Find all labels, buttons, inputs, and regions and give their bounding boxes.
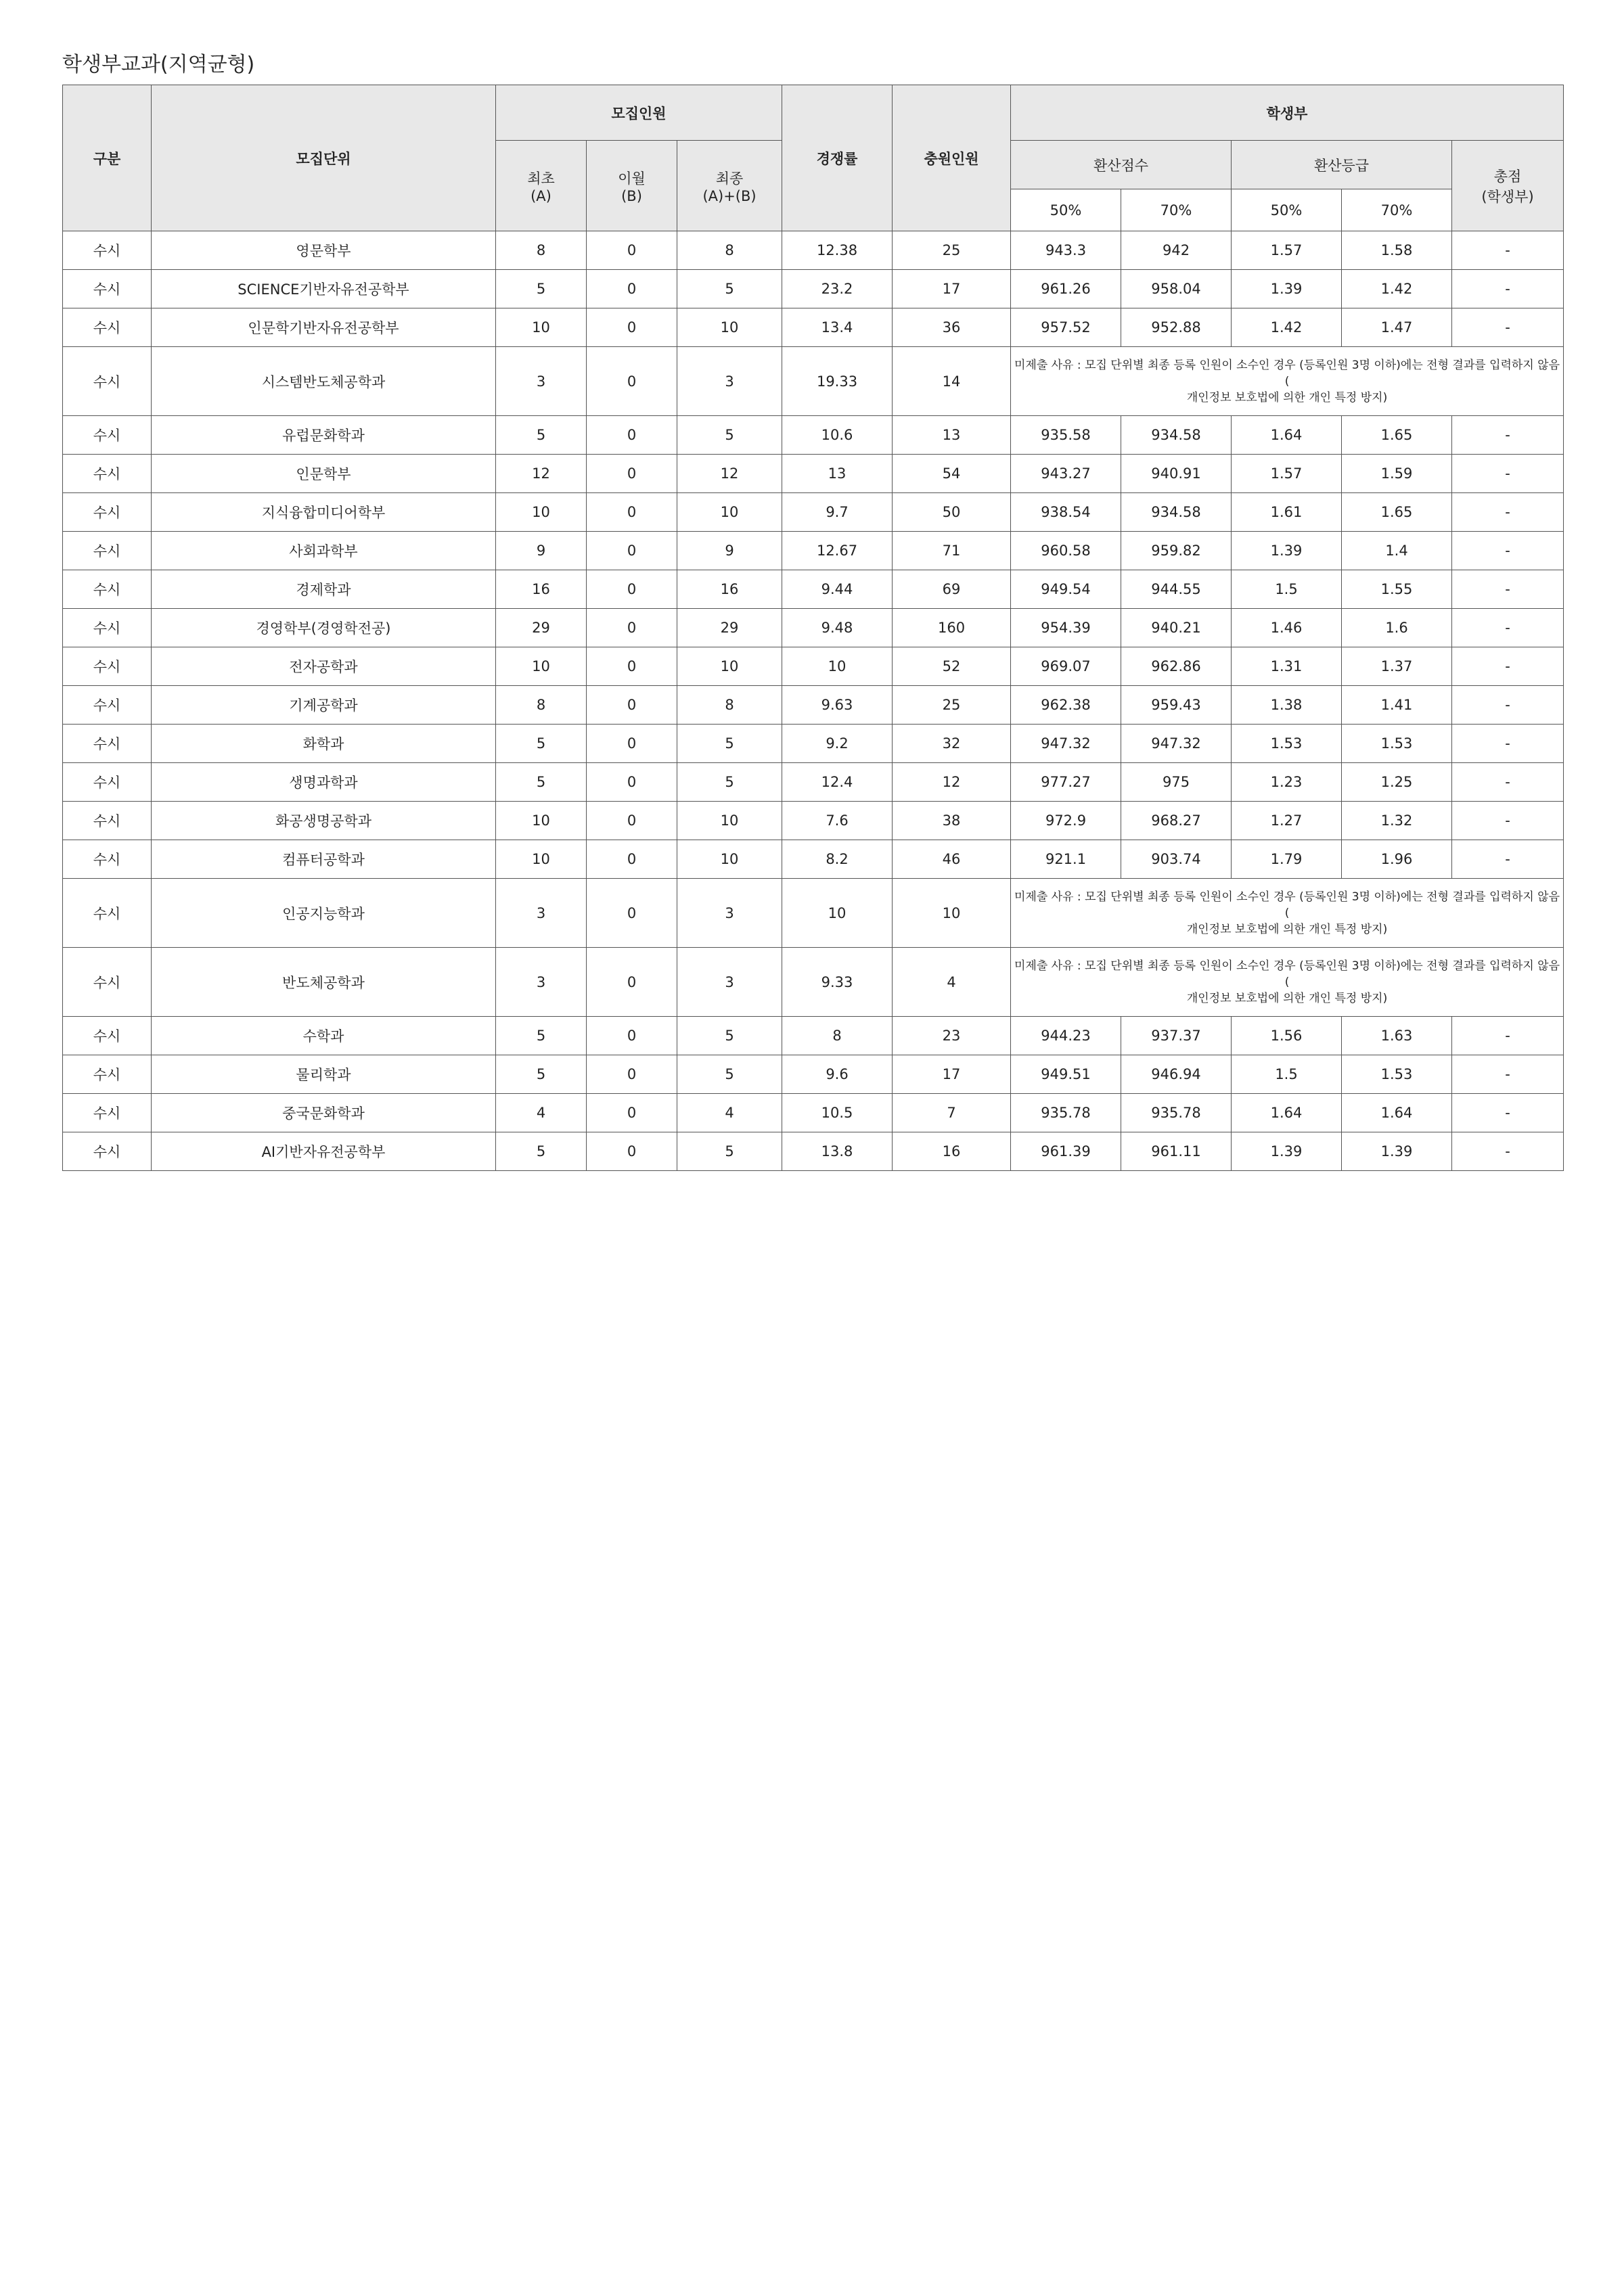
- cell-final-ab: 8: [677, 231, 782, 270]
- cell-transfer-b: 0: [587, 493, 677, 532]
- cell-initial-a: 3: [496, 948, 587, 1017]
- cell-transfer-b: 0: [587, 763, 677, 802]
- cell-unit: 수학과: [152, 1017, 496, 1055]
- header-record: 학생부: [1011, 85, 1564, 141]
- cell-score-70: 958.04: [1121, 270, 1232, 308]
- cell-score-70: 968.27: [1121, 802, 1232, 840]
- cell-competition: 13.8: [782, 1132, 893, 1171]
- cell-gubun: 수시: [63, 1055, 152, 1094]
- cell-extra: 16: [893, 1132, 1011, 1171]
- admission-results-table: [62, 85, 1564, 1171]
- cell-competition: 9.44: [782, 570, 893, 609]
- table-row: [63, 231, 1564, 270]
- cell-total: -: [1452, 802, 1564, 840]
- cell-competition: 10: [782, 647, 893, 686]
- cell-grade-70: 1.63: [1342, 1017, 1452, 1055]
- cell-final-ab: 5: [677, 270, 782, 308]
- cell-unit: 화학과: [152, 725, 496, 763]
- cell-final-ab: 5: [677, 1132, 782, 1171]
- cell-extra: 38: [893, 802, 1011, 840]
- cell-unit: 경영학부(경영학전공): [152, 609, 496, 647]
- cell-total: -: [1452, 493, 1564, 532]
- cell-grade-50: 1.39: [1232, 270, 1342, 308]
- cell-gubun: 수시: [63, 647, 152, 686]
- cell-initial-a: 4: [496, 1094, 587, 1132]
- cell-initial-a: 10: [496, 647, 587, 686]
- cell-initial-a: 9: [496, 532, 587, 570]
- table-row: [63, 570, 1564, 609]
- cell-grade-70: 1.59: [1342, 455, 1452, 493]
- cell-score-70: 903.74: [1121, 840, 1232, 879]
- cell-score-50: 962.38: [1011, 686, 1121, 725]
- table-row: [63, 802, 1564, 840]
- header-gubun: 구분: [63, 85, 152, 231]
- cell-final-ab: 3: [677, 879, 782, 948]
- cell-score-70: 959.43: [1121, 686, 1232, 725]
- cell-grade-70: 1.39: [1342, 1132, 1452, 1171]
- cell-initial-a: 10: [496, 493, 587, 532]
- table-row: [63, 270, 1564, 308]
- header-grade-50: 50%: [1232, 189, 1342, 231]
- cell-unit: 유럽문화학과: [152, 416, 496, 455]
- cell-total: -: [1452, 609, 1564, 647]
- cell-competition: 8: [782, 1017, 893, 1055]
- cell-score-50: 961.39: [1011, 1132, 1121, 1171]
- cell-extra: 23: [893, 1017, 1011, 1055]
- cell-transfer-b: 0: [587, 948, 677, 1017]
- cell-competition: 13: [782, 455, 893, 493]
- cell-unit: AI기반자유전공학부: [152, 1132, 496, 1171]
- cell-initial-a: 10: [496, 802, 587, 840]
- cell-gubun: 수시: [63, 840, 152, 879]
- table-row: [63, 763, 1564, 802]
- cell-score-50: 943.3: [1011, 231, 1121, 270]
- cell-unit: 영문학부: [152, 231, 496, 270]
- cell-not-submitted-note: 미제출 사유 : 모집 단위별 최종 등록 인원이 소수인 경우 (등록인원 3명 이하)에는 전형 결과를 입력하지 않음 ( 개인정보 보호법에 의한 개인 특정 방지): [1011, 879, 1564, 948]
- cell-unit: 경제학과: [152, 570, 496, 609]
- header-conv-score: 환산점수: [1011, 141, 1232, 189]
- cell-transfer-b: 0: [587, 609, 677, 647]
- cell-transfer-b: 0: [587, 270, 677, 308]
- cell-competition: 8.2: [782, 840, 893, 879]
- cell-competition: 12.67: [782, 532, 893, 570]
- header-overall: 총점 (학생부): [1452, 141, 1564, 231]
- cell-gubun: 수시: [63, 231, 152, 270]
- header-final-ab: 최종 (A)+(B): [677, 141, 782, 231]
- cell-unit: 사회과학부: [152, 532, 496, 570]
- cell-total: -: [1452, 231, 1564, 270]
- cell-grade-50: 1.23: [1232, 763, 1342, 802]
- cell-score-50: 972.9: [1011, 802, 1121, 840]
- cell-competition: 12.38: [782, 231, 893, 270]
- cell-score-50: 961.26: [1011, 270, 1121, 308]
- cell-final-ab: 9: [677, 532, 782, 570]
- cell-score-50: 949.54: [1011, 570, 1121, 609]
- cell-score-70: 934.58: [1121, 416, 1232, 455]
- cell-extra: 25: [893, 686, 1011, 725]
- cell-extra: 54: [893, 455, 1011, 493]
- cell-final-ab: 4: [677, 1094, 782, 1132]
- cell-grade-50: 1.27: [1232, 802, 1342, 840]
- cell-initial-a: 16: [496, 570, 587, 609]
- cell-score-70: 944.55: [1121, 570, 1232, 609]
- cell-gubun: 수시: [63, 308, 152, 347]
- cell-extra: 46: [893, 840, 1011, 879]
- cell-final-ab: 3: [677, 347, 782, 416]
- table-row: [63, 609, 1564, 647]
- cell-total: -: [1452, 686, 1564, 725]
- cell-final-ab: 10: [677, 802, 782, 840]
- cell-score-50: 969.07: [1011, 647, 1121, 686]
- cell-competition: 10.6: [782, 416, 893, 455]
- cell-transfer-b: 0: [587, 347, 677, 416]
- cell-extra: 17: [893, 1055, 1011, 1094]
- cell-total: -: [1452, 532, 1564, 570]
- cell-gubun: 수시: [63, 686, 152, 725]
- cell-extra: 10: [893, 879, 1011, 948]
- cell-grade-70: 1.64: [1342, 1094, 1452, 1132]
- cell-total: -: [1452, 455, 1564, 493]
- cell-score-50: 954.39: [1011, 609, 1121, 647]
- cell-grade-70: 1.4: [1342, 532, 1452, 570]
- cell-total: -: [1452, 1017, 1564, 1055]
- cell-transfer-b: 0: [587, 1132, 677, 1171]
- header-conv-grade: 환산등급: [1232, 141, 1452, 189]
- table-row: [63, 532, 1564, 570]
- cell-grade-50: 1.46: [1232, 609, 1342, 647]
- cell-final-ab: 5: [677, 725, 782, 763]
- cell-gubun: 수시: [63, 270, 152, 308]
- cell-competition: 9.2: [782, 725, 893, 763]
- table-row: [63, 879, 1564, 948]
- cell-transfer-b: 0: [587, 686, 677, 725]
- cell-extra: 36: [893, 308, 1011, 347]
- cell-unit: 화공생명공학과: [152, 802, 496, 840]
- cell-competition: 12.4: [782, 763, 893, 802]
- cell-initial-a: 8: [496, 231, 587, 270]
- cell-unit: 지식융합미디어학부: [152, 493, 496, 532]
- header-competition: 경쟁률: [782, 85, 893, 231]
- table-row: [63, 1017, 1564, 1055]
- cell-total: -: [1452, 308, 1564, 347]
- header-recruit: 모집인원: [496, 85, 782, 141]
- cell-score-50: 944.23: [1011, 1017, 1121, 1055]
- cell-transfer-b: 0: [587, 570, 677, 609]
- cell-initial-a: 29: [496, 609, 587, 647]
- cell-initial-a: 5: [496, 1017, 587, 1055]
- table-row: [63, 840, 1564, 879]
- table-row: [63, 725, 1564, 763]
- cell-unit: 인문학부: [152, 455, 496, 493]
- cell-score-70: 937.37: [1121, 1017, 1232, 1055]
- cell-transfer-b: 0: [587, 416, 677, 455]
- cell-score-50: 949.51: [1011, 1055, 1121, 1094]
- cell-score-70: 952.88: [1121, 308, 1232, 347]
- cell-total: -: [1452, 270, 1564, 308]
- cell-unit: SCIENCE기반자유전공학부: [152, 270, 496, 308]
- cell-grade-50: 1.39: [1232, 1132, 1342, 1171]
- cell-score-70: 940.91: [1121, 455, 1232, 493]
- cell-grade-50: 1.42: [1232, 308, 1342, 347]
- cell-grade-50: 1.57: [1232, 231, 1342, 270]
- cell-grade-50: 1.38: [1232, 686, 1342, 725]
- cell-grade-50: 1.57: [1232, 455, 1342, 493]
- cell-transfer-b: 0: [587, 647, 677, 686]
- cell-initial-a: 8: [496, 686, 587, 725]
- cell-gubun: 수시: [63, 1132, 152, 1171]
- cell-initial-a: 12: [496, 455, 587, 493]
- cell-initial-a: 5: [496, 1132, 587, 1171]
- cell-unit: 기계공학과: [152, 686, 496, 725]
- header-unit: 모집단위: [152, 85, 496, 231]
- cell-unit: 전자공학과: [152, 647, 496, 686]
- cell-final-ab: 12: [677, 455, 782, 493]
- cell-gubun: 수시: [63, 763, 152, 802]
- cell-grade-50: 1.53: [1232, 725, 1342, 763]
- cell-total: -: [1452, 763, 1564, 802]
- cell-extra: 4: [893, 948, 1011, 1017]
- table-row: [63, 948, 1564, 1017]
- cell-total: -: [1452, 725, 1564, 763]
- cell-competition: 19.33: [782, 347, 893, 416]
- cell-final-ab: 3: [677, 948, 782, 1017]
- cell-unit: 컴퓨터공학과: [152, 840, 496, 879]
- header-score-50: 50%: [1011, 189, 1121, 231]
- cell-competition: 9.7: [782, 493, 893, 532]
- cell-grade-70: 1.65: [1342, 493, 1452, 532]
- page-title: 학생부교과(지역균형): [62, 53, 255, 76]
- cell-gubun: 수시: [63, 609, 152, 647]
- cell-gubun: 수시: [63, 948, 152, 1017]
- cell-gubun: 수시: [63, 802, 152, 840]
- cell-competition: 9.33: [782, 948, 893, 1017]
- cell-score-50: 960.58: [1011, 532, 1121, 570]
- cell-total: -: [1452, 647, 1564, 686]
- cell-transfer-b: 0: [587, 1055, 677, 1094]
- cell-extra: 160: [893, 609, 1011, 647]
- cell-grade-50: 1.56: [1232, 1017, 1342, 1055]
- cell-gubun: 수시: [63, 1094, 152, 1132]
- cell-score-70: 961.11: [1121, 1132, 1232, 1171]
- cell-score-70: 947.32: [1121, 725, 1232, 763]
- cell-extra: 71: [893, 532, 1011, 570]
- cell-gubun: 수시: [63, 347, 152, 416]
- cell-transfer-b: 0: [587, 840, 677, 879]
- cell-final-ab: 8: [677, 686, 782, 725]
- cell-final-ab: 5: [677, 763, 782, 802]
- cell-score-70: 935.78: [1121, 1094, 1232, 1132]
- header-score-70: 70%: [1121, 189, 1232, 231]
- cell-grade-50: 1.64: [1232, 1094, 1342, 1132]
- cell-final-ab: 16: [677, 570, 782, 609]
- cell-score-50: 935.78: [1011, 1094, 1121, 1132]
- cell-total: -: [1452, 1055, 1564, 1094]
- cell-score-70: 946.94: [1121, 1055, 1232, 1094]
- cell-transfer-b: 0: [587, 725, 677, 763]
- cell-grade-50: 1.39: [1232, 532, 1342, 570]
- cell-transfer-b: 0: [587, 879, 677, 948]
- cell-not-submitted-note: 미제출 사유 : 모집 단위별 최종 등록 인원이 소수인 경우 (등록인원 3명 이하)에는 전형 결과를 입력하지 않음 ( 개인정보 보호법에 의한 개인 특정 방지): [1011, 347, 1564, 416]
- cell-total: -: [1452, 840, 1564, 879]
- cell-final-ab: 5: [677, 1017, 782, 1055]
- cell-grade-50: 1.64: [1232, 416, 1342, 455]
- cell-unit: 인공지능학과: [152, 879, 496, 948]
- cell-gubun: 수시: [63, 1017, 152, 1055]
- cell-transfer-b: 0: [587, 231, 677, 270]
- cell-grade-70: 1.37: [1342, 647, 1452, 686]
- cell-gubun: 수시: [63, 455, 152, 493]
- cell-transfer-b: 0: [587, 802, 677, 840]
- cell-score-50: 947.32: [1011, 725, 1121, 763]
- cell-unit: 인문학기반자유전공학부: [152, 308, 496, 347]
- cell-initial-a: 5: [496, 725, 587, 763]
- cell-score-70: 959.82: [1121, 532, 1232, 570]
- header-initial-a: 최초 (A): [496, 141, 587, 231]
- cell-competition: 23.2: [782, 270, 893, 308]
- cell-grade-70: 1.42: [1342, 270, 1452, 308]
- cell-score-70: 975: [1121, 763, 1232, 802]
- cell-final-ab: 10: [677, 840, 782, 879]
- cell-extra: 14: [893, 347, 1011, 416]
- cell-gubun: 수시: [63, 493, 152, 532]
- cell-extra: 32: [893, 725, 1011, 763]
- cell-total: -: [1452, 570, 1564, 609]
- cell-initial-a: 5: [496, 763, 587, 802]
- cell-final-ab: 10: [677, 493, 782, 532]
- cell-transfer-b: 0: [587, 455, 677, 493]
- cell-extra: 52: [893, 647, 1011, 686]
- cell-competition: 10: [782, 879, 893, 948]
- cell-competition: 9.48: [782, 609, 893, 647]
- cell-grade-70: 1.58: [1342, 231, 1452, 270]
- cell-initial-a: 5: [496, 1055, 587, 1094]
- cell-competition: 9.63: [782, 686, 893, 725]
- cell-score-50: 943.27: [1011, 455, 1121, 493]
- cell-score-70: 934.58: [1121, 493, 1232, 532]
- table-row: [63, 455, 1564, 493]
- cell-not-submitted-note: 미제출 사유 : 모집 단위별 최종 등록 인원이 소수인 경우 (등록인원 3명 이하)에는 전형 결과를 입력하지 않음 ( 개인정보 보호법에 의한 개인 특정 방지): [1011, 948, 1564, 1017]
- cell-gubun: 수시: [63, 416, 152, 455]
- cell-unit: 물리학과: [152, 1055, 496, 1094]
- cell-initial-a: 10: [496, 840, 587, 879]
- cell-score-70: 942: [1121, 231, 1232, 270]
- cell-final-ab: 5: [677, 1055, 782, 1094]
- cell-initial-a: 3: [496, 879, 587, 948]
- table-row: [63, 1132, 1564, 1171]
- cell-gubun: 수시: [63, 879, 152, 948]
- cell-competition: 7.6: [782, 802, 893, 840]
- cell-initial-a: 3: [496, 347, 587, 416]
- cell-grade-70: 1.65: [1342, 416, 1452, 455]
- cell-gubun: 수시: [63, 532, 152, 570]
- cell-unit: 중국문화학과: [152, 1094, 496, 1132]
- cell-final-ab: 10: [677, 647, 782, 686]
- cell-extra: 17: [893, 270, 1011, 308]
- cell-score-50: 935.58: [1011, 416, 1121, 455]
- cell-grade-70: 1.41: [1342, 686, 1452, 725]
- cell-extra: 12: [893, 763, 1011, 802]
- cell-gubun: 수시: [63, 570, 152, 609]
- cell-total: -: [1452, 1132, 1564, 1171]
- cell-grade-70: 1.96: [1342, 840, 1452, 879]
- cell-final-ab: 5: [677, 416, 782, 455]
- cell-score-70: 940.21: [1121, 609, 1232, 647]
- cell-transfer-b: 0: [587, 308, 677, 347]
- cell-initial-a: 5: [496, 270, 587, 308]
- cell-grade-70: 1.6: [1342, 609, 1452, 647]
- cell-grade-50: 1.31: [1232, 647, 1342, 686]
- table-row: [63, 647, 1564, 686]
- table-row: [63, 1094, 1564, 1132]
- table-row: [63, 686, 1564, 725]
- cell-final-ab: 29: [677, 609, 782, 647]
- cell-grade-50: 1.79: [1232, 840, 1342, 879]
- cell-unit: 시스템반도체공학과: [152, 347, 496, 416]
- cell-extra: 50: [893, 493, 1011, 532]
- cell-total: -: [1452, 1094, 1564, 1132]
- cell-transfer-b: 0: [587, 1017, 677, 1055]
- cell-transfer-b: 0: [587, 532, 677, 570]
- header-extra: 충원인원: [893, 85, 1011, 231]
- cell-score-50: 957.52: [1011, 308, 1121, 347]
- table-row: [63, 416, 1564, 455]
- cell-extra: 25: [893, 231, 1011, 270]
- cell-grade-50: 1.5: [1232, 1055, 1342, 1094]
- cell-score-50: 938.54: [1011, 493, 1121, 532]
- table-row: [63, 493, 1564, 532]
- cell-score-50: 921.1: [1011, 840, 1121, 879]
- cell-extra: 69: [893, 570, 1011, 609]
- table-row: [63, 1055, 1564, 1094]
- header-transfer-b: 이월 (B): [587, 141, 677, 231]
- cell-competition: 10.5: [782, 1094, 893, 1132]
- cell-score-50: 977.27: [1011, 763, 1121, 802]
- cell-extra: 7: [893, 1094, 1011, 1132]
- cell-extra: 13: [893, 416, 1011, 455]
- table-row: [63, 308, 1564, 347]
- cell-grade-50: 1.5: [1232, 570, 1342, 609]
- cell-unit: 반도체공학과: [152, 948, 496, 1017]
- cell-grade-50: 1.61: [1232, 493, 1342, 532]
- cell-grade-70: 1.25: [1342, 763, 1452, 802]
- cell-transfer-b: 0: [587, 1094, 677, 1132]
- cell-grade-70: 1.55: [1342, 570, 1452, 609]
- cell-unit: 생명과학과: [152, 763, 496, 802]
- cell-score-70: 962.86: [1121, 647, 1232, 686]
- table-body: [63, 231, 1564, 1171]
- table-row: [63, 347, 1564, 416]
- cell-total: -: [1452, 416, 1564, 455]
- cell-grade-70: 1.47: [1342, 308, 1452, 347]
- cell-grade-70: 1.53: [1342, 1055, 1452, 1094]
- cell-grade-70: 1.32: [1342, 802, 1452, 840]
- cell-competition: 13.4: [782, 308, 893, 347]
- cell-initial-a: 10: [496, 308, 587, 347]
- cell-gubun: 수시: [63, 725, 152, 763]
- cell-initial-a: 5: [496, 416, 587, 455]
- cell-grade-70: 1.53: [1342, 725, 1452, 763]
- header-grade-70: 70%: [1342, 189, 1452, 231]
- cell-competition: 9.6: [782, 1055, 893, 1094]
- cell-final-ab: 10: [677, 308, 782, 347]
